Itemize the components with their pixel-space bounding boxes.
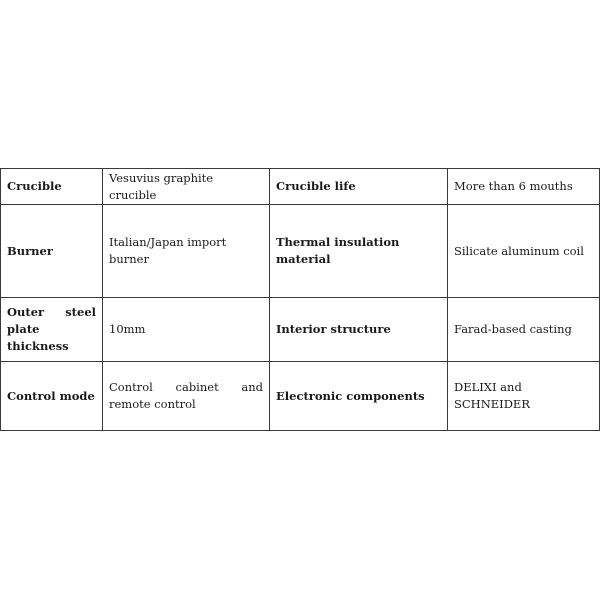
row-value-thermal-insulation: Silicate aluminum coil [448,205,600,298]
row-label-control-mode: Control mode [1,362,103,431]
row-label-crucible-life: Crucible life [270,169,448,205]
row-label-thermal-insulation: Thermal insulation material [270,205,448,298]
table-row [1,362,600,431]
row-value-crucible-life: More than 6 mouths [448,169,600,205]
row-value-interior-structure: Farad-based casting [448,298,600,362]
row-label-interior-structure: Interior structure [270,298,448,362]
row-label-crucible: Crucible [1,169,103,205]
table-row [1,298,600,362]
specification-table [0,168,600,431]
row-label-outer-steel-plate: Outer steel plate thickness [1,298,103,362]
row-label-electronic-components: Electronic components [270,362,448,431]
row-value-crucible: Vesuvius graphite crucible [103,169,270,205]
row-value-burner: Italian/Japan import burner [103,205,270,298]
table-row [1,169,600,205]
row-value-control-mode: Control cabinet and remote control [103,362,270,431]
table-row [1,205,600,298]
row-value-outer-steel-plate: 10mm [103,298,270,362]
row-value-electronic-components: DELIXI and SCHNEIDER [448,362,600,431]
row-label-burner: Burner [1,205,103,298]
